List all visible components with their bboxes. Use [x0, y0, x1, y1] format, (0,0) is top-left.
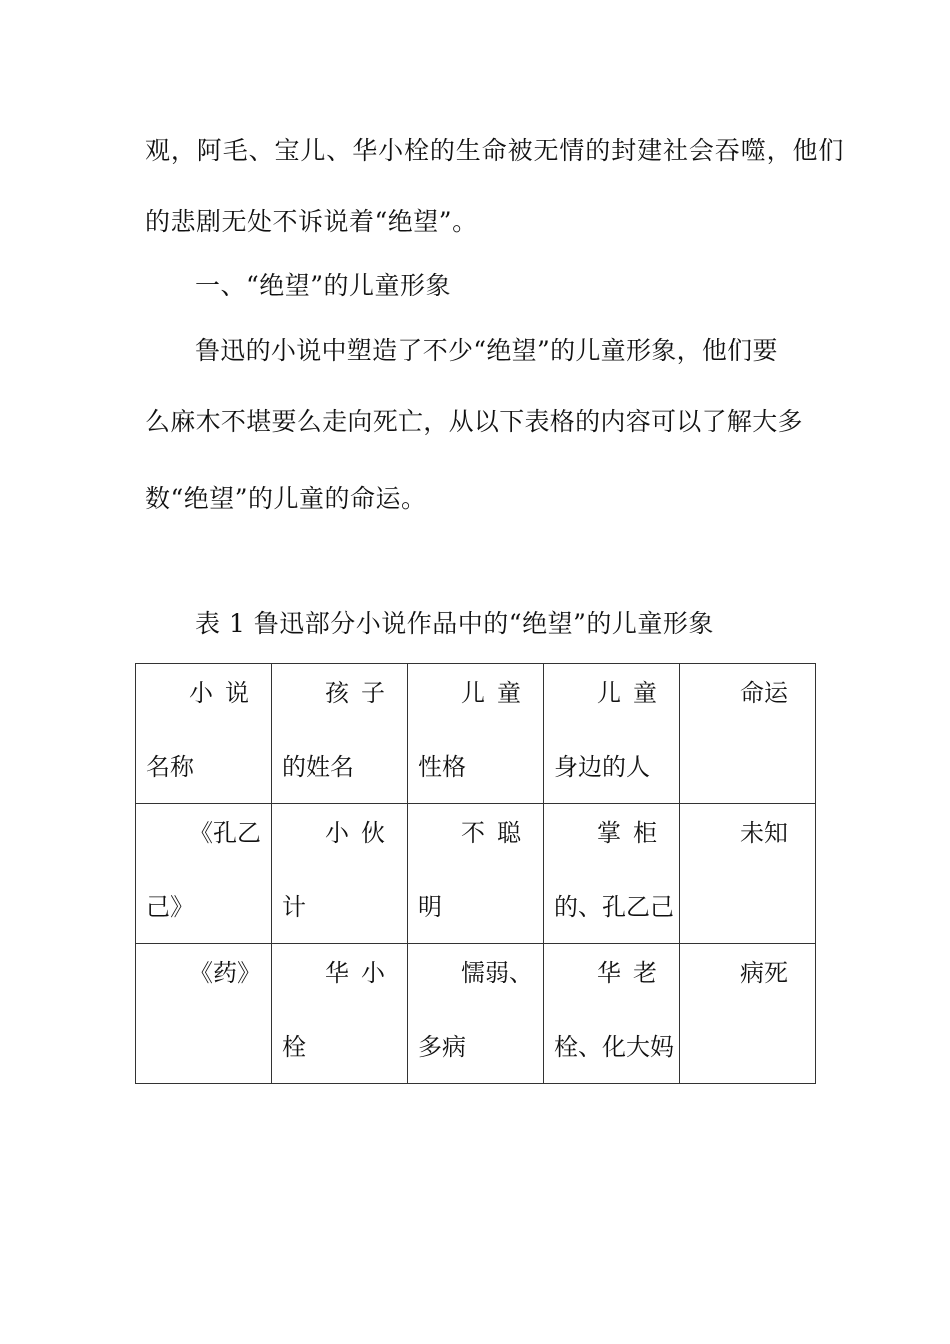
section-heading: 一、“绝望”的儿童形象 [195, 271, 452, 300]
cell-text-line1: 《药》 [189, 959, 261, 987]
header-text-line1: 儿童 [597, 679, 669, 707]
header-cell-novel [136, 664, 272, 804]
header-text-line1: 儿童 [461, 679, 533, 707]
paragraph-line: 么麻木不堪要么走向死亡，从以下表格的内容可以了解大多 [145, 407, 803, 436]
table-row [136, 944, 816, 1084]
table-header-row [136, 664, 816, 804]
cell-text-line1: 华老 [597, 959, 669, 987]
table-cell-child-name [272, 804, 408, 944]
header-text-line1: 命运 [740, 679, 788, 707]
cell-text-line2: 计 [282, 893, 306, 921]
table-cell-fate [680, 804, 816, 944]
cell-text-line2: 多病 [418, 1033, 466, 1061]
header-cell-child-name [272, 664, 408, 804]
table-cell-people-around [544, 804, 680, 944]
table-cell-novel [136, 944, 272, 1084]
paragraph-line: 数“绝望”的儿童的命运。 [145, 484, 427, 513]
paragraph-line: 观，阿毛、宝儿、华小栓的生命被无情的封建社会吞噬，他们 [145, 136, 845, 165]
table-cell-novel [136, 804, 272, 944]
header-cell-fate [680, 664, 816, 804]
cell-text-line2: 的、孔乙己 [554, 893, 674, 921]
header-cell-personality [408, 664, 544, 804]
cell-text-line1: 华小 [325, 959, 397, 987]
paragraph-line: 鲁迅的小说中塑造了不少“绝望”的儿童形象，他们要 [195, 336, 778, 365]
cell-text-line1: 病死 [740, 959, 788, 987]
cell-text-line2: 栓 [282, 1033, 306, 1061]
header-text-line1: 孩子 [325, 679, 397, 707]
cell-text-line1: 《孔乙 [189, 819, 261, 847]
cell-text-line1: 不聪 [461, 819, 533, 847]
table-caption: 表 1 鲁迅部分小说作品中的“绝望”的儿童形象 [195, 609, 714, 638]
cell-text-line2: 己》 [146, 893, 194, 921]
paragraph-line: 的悲剧无处不诉说着“绝望”。 [145, 207, 478, 236]
table-cell-people-around [544, 944, 680, 1084]
header-text-line2: 名称 [146, 753, 194, 781]
cell-text-line2: 明 [418, 893, 442, 921]
cell-text-line1: 掌柜 [597, 819, 669, 847]
header-text-line1: 小说 [189, 679, 261, 707]
header-cell-people-around [544, 664, 680, 804]
table-cell-fate [680, 944, 816, 1084]
cell-text-line2: 栓、化大妈 [554, 1033, 674, 1061]
header-text-line2: 的姓名 [282, 753, 354, 781]
table-cell-personality [408, 944, 544, 1084]
table-row [136, 804, 816, 944]
cell-text-line1: 懦弱、 [461, 959, 533, 987]
header-text-line2: 性格 [418, 753, 466, 781]
header-text-line2: 身边的人 [554, 753, 650, 781]
children-table [135, 663, 816, 1084]
table-cell-child-name [272, 944, 408, 1084]
cell-text-line1: 小伙 [325, 819, 397, 847]
table-cell-personality [408, 804, 544, 944]
cell-text-line1: 未知 [740, 819, 788, 847]
